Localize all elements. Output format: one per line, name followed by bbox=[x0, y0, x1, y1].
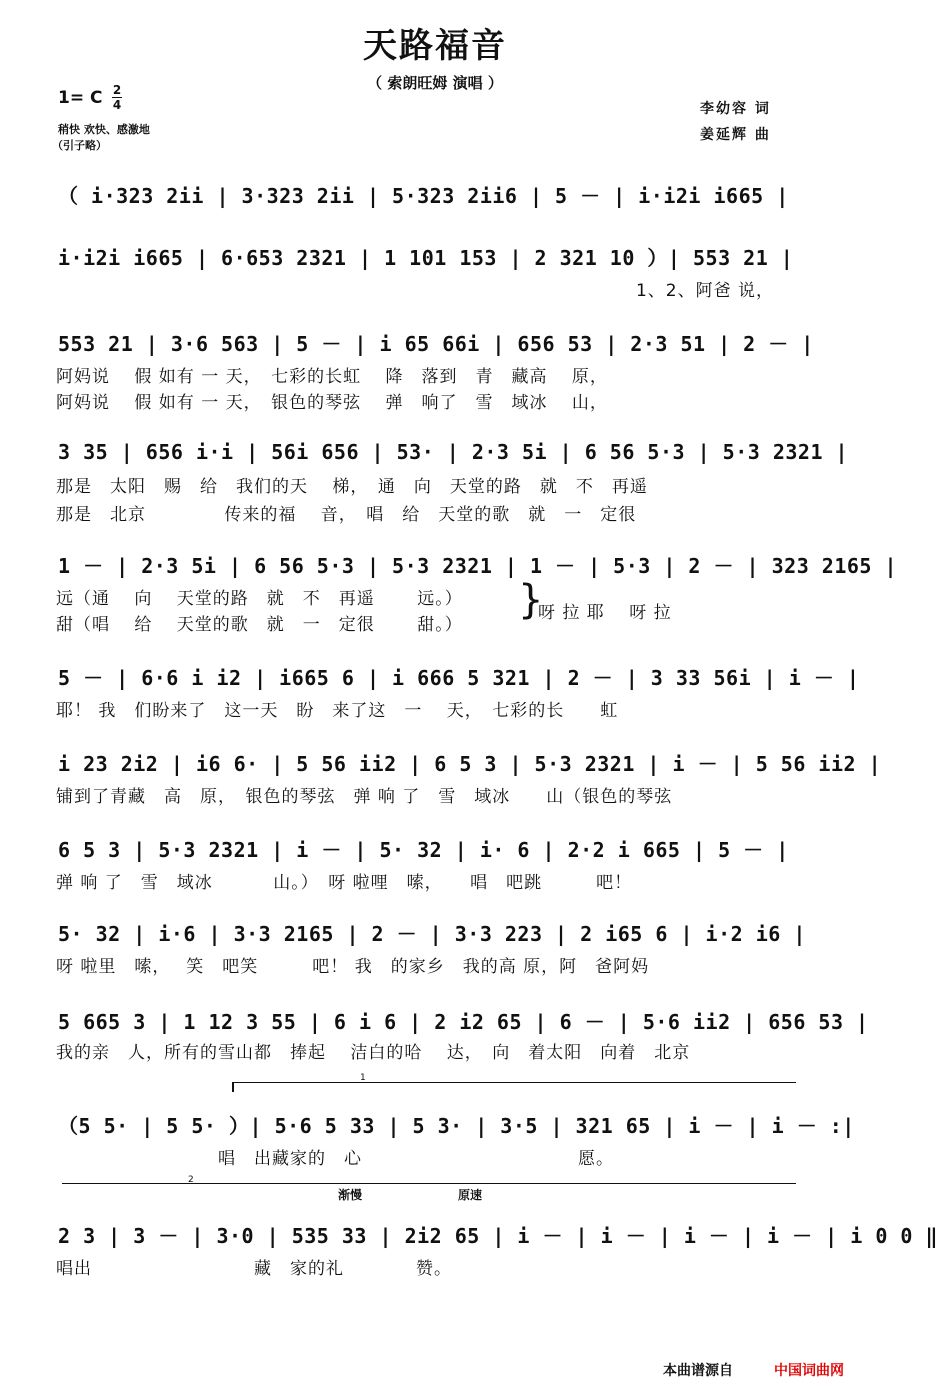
lyric-line-verse-1: 远（通 向 天堂的路 就 不 再遥 远。） bbox=[56, 589, 463, 609]
meter-bottom: 4 bbox=[112, 98, 122, 112]
notation-line: i 23 2i2 | i6 6· | 5 56 ii2 | 6 5 3 | 5·3 2321 | i － | 5 56 ii2 | bbox=[58, 752, 882, 776]
verse-brace: } bbox=[518, 577, 544, 623]
notation-line: （ i·323 2ii | 3·323 2ii | 5·323 2ii6 | 5 － | i·i2i i665 | bbox=[58, 184, 789, 208]
notation-line: 553 21 | 3·6 563 | 5 － | i 65 66i | 656 53 | 2·3 51 | 2 － | bbox=[58, 332, 814, 356]
lyric-line: 呀 啦里 嗦， 笑 吧笑 吧！ 我 的家乡 我的高 原，阿 爸阿妈 bbox=[56, 957, 650, 977]
lyric-line: 弹 响 了 雪 域冰 山。） 呀 啦哩 嗦， 唱 吧跳 吧！ bbox=[56, 873, 633, 893]
volta-number-1: 1 bbox=[360, 1073, 366, 1083]
notation-line: 5 － | 6·6 i i2 | i665 6 | i 666 5 321 | 2 － | 3 33 56i | i － | bbox=[58, 666, 860, 690]
notation-line: 6 5 3 | 5·3 2321 | i － | 5· 32 | i· 6 | 2·2 i 665 | 5 － | bbox=[58, 838, 789, 862]
aside-lyric: 呀 拉 耶 呀 拉 bbox=[538, 603, 672, 623]
lyric-line: 1、2、阿爸 说， bbox=[635, 281, 774, 301]
tempo-mark-ritardando: 渐慢 bbox=[338, 1188, 363, 1202]
lyricist-credit: 李幼容 词 bbox=[700, 101, 771, 117]
notation-line: （5 5· | 5 5· ）| 5·6 5 33 | 5 3· | 3·5 | 321 65 | i － | i － :| bbox=[58, 1114, 855, 1138]
volta-bracket-2 bbox=[62, 1183, 796, 1184]
time-signature bbox=[112, 84, 122, 111]
lyric-line-verse-2: 阿妈说 假 如有 一 天， 银色的琴弦 弹 响了 雪 域冰 山， bbox=[56, 393, 608, 413]
intro-note: （引子略） bbox=[52, 139, 107, 152]
lyric-line: 唱出 藏 家的礼 赞。 bbox=[56, 1259, 452, 1279]
notation-line: 5 665 3 | 1 12 3 55 | 6 i 6 | 2 i2 65 | 6 － | 5·6 ii2 | 656 53 | bbox=[58, 1010, 869, 1034]
lyric-line-verse-2: 甜（唱 给 天堂的歌 就 一 定很 甜。） bbox=[56, 615, 463, 635]
site-link[interactable]: 中国词曲网 bbox=[774, 1363, 844, 1379]
key-signature: 1= C bbox=[58, 88, 103, 108]
meter-top: 2 bbox=[112, 83, 122, 97]
lyric-line: 我的亲 人，所有的雪山都 捧起 洁白的哈 达， 向 着太阳 向着 北京 bbox=[56, 1043, 691, 1063]
tempo-marking: 稍快 欢快、感激地 bbox=[58, 123, 150, 136]
volta-bracket-1 bbox=[232, 1082, 796, 1083]
performer-line: （ 索朗旺姆 演唱 ） bbox=[367, 74, 503, 92]
notation-line: 1 － | 2·3 5i | 6 56 5·3 | 5·3 2321 | 1 － | 5·3 | 2 － | 323 2165 | bbox=[58, 554, 898, 578]
notation-line: 3 35 | 656 i·i | 56i 656 | 53· | 2·3 5i | 6 56 5·3 | 5·3 2321 | bbox=[58, 440, 849, 464]
song-title: 天路福音 bbox=[363, 26, 507, 66]
lyric-line: 铺到了青藏 高 原， 银色的琴弦 弹 响 了 雪 域冰 山（银色的琴弦 bbox=[56, 787, 673, 807]
lyric-line: 唱 出藏家的 心 愿。 bbox=[56, 1149, 614, 1169]
lyric-line-verse-1: 那是 太阳 赐 给 我们的天 梯， 通 向 天堂的路 就 不 再遥 bbox=[56, 477, 648, 497]
lyric-line-verse-1: 阿妈说 假 如有 一 天， 七彩的长虹 降 落到 青 藏高 原， bbox=[56, 367, 608, 387]
volta-tick bbox=[232, 1082, 234, 1092]
composer-credit: 姜延辉 曲 bbox=[700, 127, 771, 143]
lyric-line: 耶！ 我 们盼来了 这一天 盼 来了这 一 天， 七彩的长 虹 bbox=[56, 701, 619, 721]
notation-line: 2 3 | 3 － | 3·0 | 535 33 | 2i2 65 | i － | i － | i － | i － | i 0 0 ‖ bbox=[58, 1224, 938, 1248]
lyric-line-verse-2: 那是 北京 传来的福 音， 唱 给 天堂的歌 就 一 定很 bbox=[56, 505, 637, 525]
notation-line: 5· 32 | i·6 | 3·3 2165 | 2 － | 3·3 223 | 2 i65 6 | i·2 i6 | bbox=[58, 922, 806, 946]
volta-number-2: 2 bbox=[188, 1175, 194, 1185]
notation-line: i·i2i i665 | 6·653 2321 | 1 101 153 | 2 321 10 ）| 553 21 | bbox=[58, 246, 794, 270]
source-label: 本曲谱源自 bbox=[663, 1363, 733, 1379]
tempo-mark-a-tempo: 原速 bbox=[458, 1188, 483, 1202]
